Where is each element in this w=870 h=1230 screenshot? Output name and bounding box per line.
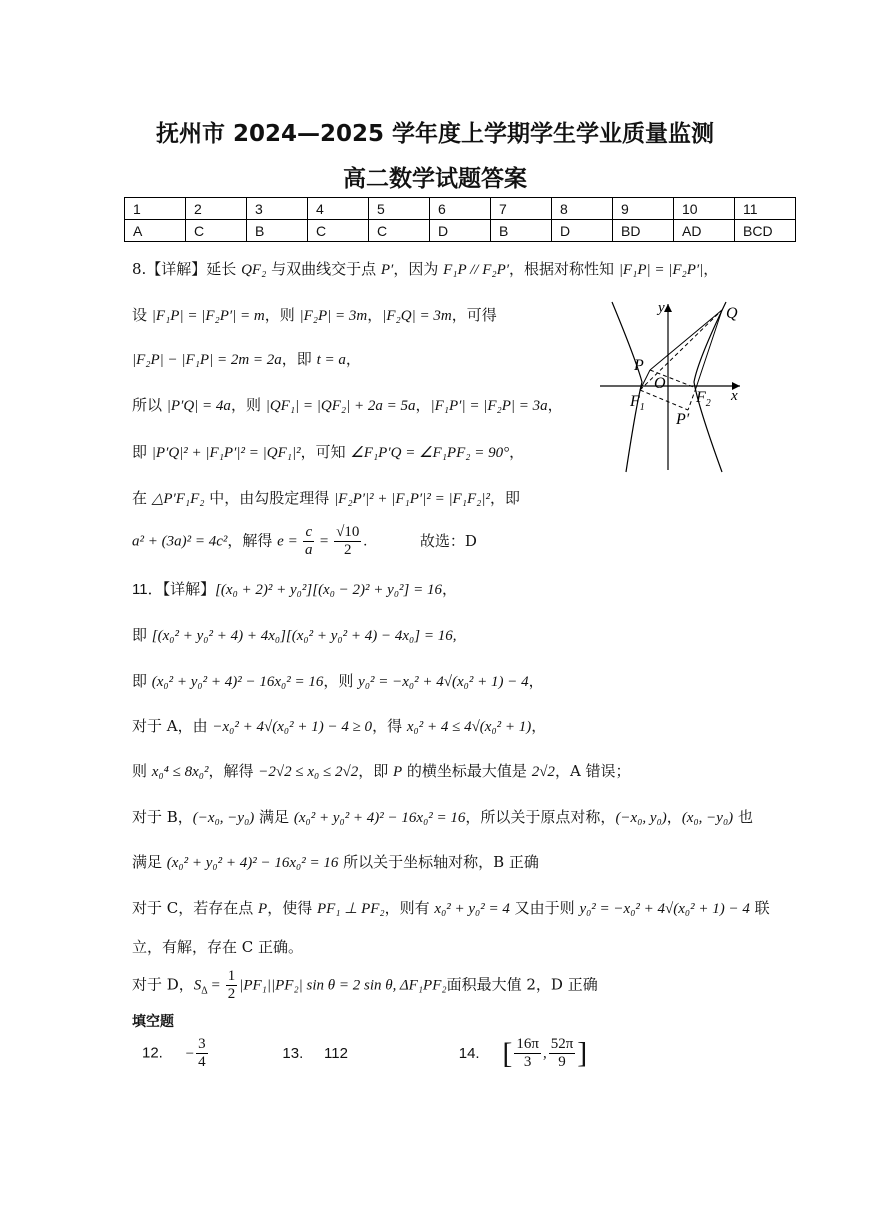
text: ，则 [323, 672, 359, 690]
numerator: 3 [198, 1036, 206, 1052]
q8-line-7 [132, 524, 477, 559]
math: QF₂ [241, 262, 267, 278]
q13-label: 13. [282, 1044, 304, 1062]
text: ，可得 [451, 306, 497, 324]
q11-line-7 [132, 851, 539, 872]
math: a² + (3a)² = 4c² [132, 533, 228, 550]
text: ， [666, 808, 682, 826]
answer-table-answers-row [125, 220, 796, 242]
numerator: c [305, 524, 313, 540]
text: 即 [132, 672, 152, 690]
table-cell: 11 [735, 198, 796, 220]
label-o: O [654, 375, 666, 392]
table-cell: B [247, 220, 308, 242]
q14-fraction-a [514, 1036, 541, 1071]
q11-line-10 [132, 968, 598, 1003]
math: (x₀, −y₀) [681, 810, 734, 826]
text: 与双曲线交于点 [266, 260, 381, 278]
text: ，则 [230, 396, 266, 414]
q12-sign: − [185, 1045, 195, 1062]
q8-choice: 故选：D [419, 531, 477, 550]
table-cell: 1 [125, 198, 186, 220]
math: |F₁P′| = |F₂P| = 3a [430, 398, 548, 414]
label-f1-letter: F [630, 393, 640, 410]
text: ， [531, 717, 547, 735]
table-cell: 5 [369, 198, 430, 220]
text: 的横坐标最大值是 [402, 762, 532, 780]
math: t = a [316, 352, 346, 368]
table-cell: D [430, 220, 491, 242]
text: ，使得 [267, 899, 317, 917]
label-y: y [658, 300, 665, 316]
text: ， [528, 672, 544, 690]
math: y₀² = −x₀² + 4√(x₀² + 1) − 4 [358, 674, 529, 690]
text: 对于 D， [132, 975, 194, 994]
math: = [207, 977, 224, 994]
label-q: Q [726, 305, 738, 322]
q12-label: 12. [142, 1044, 163, 1062]
table-cell: C [369, 220, 430, 242]
math: P [392, 764, 403, 780]
math: −2√2 ≤ x₀ ≤ 2√2 [258, 764, 359, 780]
fraction-root10-over-2 [334, 524, 361, 559]
label-f2-sub: 2 [705, 398, 711, 409]
numerator: 1 [227, 968, 236, 984]
math: |F₂P| = 3m [299, 308, 368, 324]
table-cell: B [491, 220, 552, 242]
text: 又由于则 [509, 899, 580, 917]
math: = [316, 533, 333, 550]
q13-value: 112 [324, 1044, 348, 1062]
table-cell: BCD [735, 220, 796, 242]
text: 联 [749, 899, 770, 917]
segment-f1pp [640, 390, 688, 410]
text: 所以关于坐标轴对称，B 正确 [338, 853, 539, 871]
math: |P′Q|² + |F₁P′|² = |QF₁|² [151, 445, 301, 461]
text: ， [415, 396, 431, 414]
table-cell: C [186, 220, 247, 242]
q8-line-1 [132, 258, 718, 279]
segment-f2q [696, 310, 722, 388]
math: e = [277, 533, 302, 550]
text: ， [345, 350, 361, 368]
text: ，A 错误； [554, 762, 631, 780]
math: |F₁P| = |F₂P′| = m [151, 308, 265, 324]
text: 对于 B， [132, 808, 193, 826]
numerator: √10 [336, 524, 360, 540]
text: ， [367, 306, 383, 324]
text: 即 [132, 626, 152, 644]
table-cell: A [125, 220, 186, 242]
fill-answers [142, 1036, 587, 1071]
text: ，则有 [384, 899, 435, 917]
text: ，即 [281, 350, 317, 368]
q11-line-4 [132, 715, 546, 736]
text: ，即 [358, 762, 393, 780]
table-cell: 7 [491, 198, 552, 220]
q14-close-bracket: ] [577, 1036, 588, 1070]
text: ，因为 [393, 260, 444, 278]
math: x₀⁴ ≤ 8x₀² [151, 764, 209, 780]
text: 在 [132, 489, 152, 507]
text: ，解得 [208, 762, 259, 780]
y-axis-arrow [664, 304, 672, 312]
math-sub: Δ [201, 985, 208, 997]
label-x: x [731, 388, 738, 404]
fill-heading: 填空题 [132, 1014, 174, 1030]
math: [(x₀² + y₀² + 4) + 4x₀][(x₀² + y₀² + 4) − 4x₀] = 16, [151, 628, 457, 644]
segment-f2pp [688, 388, 696, 410]
label-f2-letter: F [696, 389, 706, 406]
math: ∠F₁P′Q = ∠F₁PF₂ = 90° [350, 445, 510, 461]
math: |F₂Q| = 3m [382, 308, 452, 324]
q8-line-4 [132, 394, 563, 415]
q11-line-9: 立，有解，存在 C 正确。 [132, 938, 304, 956]
table-cell: 10 [674, 198, 735, 220]
math: (x₀² + y₀² + 4)² − 16x₀² = 16 [166, 855, 339, 871]
math: S [193, 977, 202, 994]
q11-line-8 [132, 897, 770, 918]
text: ， [703, 260, 719, 278]
q8-line-5 [132, 441, 524, 462]
q8-line-3 [132, 348, 361, 369]
text: ， [509, 443, 525, 461]
math: y₀² = −x₀² + 4√(x₀² + 1) − 4 [579, 901, 750, 917]
math: x₀² + 4 ≤ 4√(x₀² + 1) [406, 719, 532, 735]
math: |PF₁||PF₂| sin θ = 2 sin θ, ΔF₁PF₂ [239, 977, 447, 994]
right-branch [694, 302, 726, 472]
q14-open-bracket: [ [502, 1036, 513, 1070]
math: (−x₀, y₀) [615, 810, 667, 826]
table-cell: 2 [186, 198, 247, 220]
q11-line-5 [132, 760, 631, 781]
table-cell: 6 [430, 198, 491, 220]
math: 2√2 [531, 764, 555, 780]
fraction-one-half [226, 968, 238, 1003]
answer-table-numbers-row [125, 198, 796, 220]
math: P [258, 901, 268, 917]
text: 对于 C，若存在点 [132, 899, 259, 917]
math: |F₂P′|² + |F₁P′|² = |F₁F₂|² [334, 491, 490, 507]
numerator: 16π [516, 1036, 539, 1052]
q11-line-6 [132, 806, 753, 827]
math: |F₂P| − |F₁P| = 2m = 2a [132, 352, 282, 368]
label-f2 [695, 389, 711, 409]
page-subtitle: 高二数学试题答案 [343, 166, 527, 192]
math: PF₁ ⊥ PF₂ [316, 901, 385, 917]
text: ，则 [264, 306, 300, 324]
denominator: 3 [523, 1054, 532, 1070]
table-cell: 9 [613, 198, 674, 220]
table-cell: D [552, 220, 613, 242]
denominator: 4 [198, 1054, 206, 1070]
text: 面积最大值 2，D 正确 [446, 975, 598, 994]
text: 也 [733, 808, 753, 826]
numerator: 52π [550, 1036, 574, 1052]
text: ，得 [372, 717, 407, 735]
text: 所以 [132, 396, 167, 414]
text: ，即 [489, 489, 520, 507]
math: x₀² + y₀² = 4 [434, 901, 510, 917]
denominator: 9 [558, 1054, 566, 1070]
label-f1 [629, 393, 645, 413]
text: ，所以关于原点对称， [465, 808, 616, 826]
page-title: 抚州市 2024—2025 学年度上学期学生学业质量监测 [155, 121, 715, 147]
math: (x₀² + y₀² + 4)² − 16x₀² = 16 [151, 674, 324, 690]
text: 满足 [132, 853, 167, 871]
q8-line-2 [132, 304, 497, 325]
label-p: P [634, 357, 644, 374]
math: (x₀² + y₀² + 4)² − 16x₀² = 16 [293, 810, 466, 826]
denominator: 2 [227, 986, 236, 1002]
math: . [363, 533, 368, 550]
denominator: a [305, 542, 313, 558]
fraction-c-over-a [303, 524, 314, 559]
math: [(x₀ + 2)² + y₀²][(x₀ − 2)² + y₀²] = 16 [215, 582, 442, 598]
answer-table [124, 197, 796, 242]
math: (−x₀, −y₀) [192, 810, 255, 826]
q11-line-3 [132, 670, 544, 691]
text: ，解得 [227, 531, 278, 550]
math: P′ [380, 262, 394, 278]
table-cell: 4 [308, 198, 369, 220]
table-cell: 8 [552, 198, 613, 220]
text: ，可知 [300, 443, 351, 461]
q11-line-1 [132, 578, 457, 599]
table-cell: 3 [247, 198, 308, 220]
label-p-prime: P′ [676, 411, 690, 428]
table-cell: AD [674, 220, 735, 242]
q12-fraction [196, 1036, 208, 1071]
table-cell: C [308, 220, 369, 242]
math: |QF₁| = |QF₂| + 2a = 5a [265, 398, 416, 414]
text: 对于 A，由 [132, 717, 213, 735]
q11-line-2 [132, 624, 456, 645]
text: 8.【详解】延长 [132, 260, 242, 278]
math: −x₀² + 4√(x₀² + 1) − 4 ≥ 0 [212, 719, 373, 735]
math: △P′F₁F₂ [151, 491, 205, 507]
math: |F₁P| = |F₂P′| [618, 262, 704, 278]
text: 即 [132, 443, 152, 461]
text: 设 [132, 306, 152, 324]
text: 11．【详解】 [132, 581, 216, 598]
denominator: 2 [343, 542, 352, 558]
text: ，根据对称性知 [509, 260, 619, 278]
q14-label: 14. [458, 1044, 480, 1062]
math: F₁P // F₂P′ [443, 262, 510, 278]
math: |P′Q| = 4a [166, 398, 231, 414]
table-cell: BD [613, 220, 674, 242]
left-branch [612, 302, 642, 472]
text: ， [547, 396, 563, 414]
q14-fraction-b [549, 1036, 576, 1071]
hyperbola-figure [596, 296, 746, 474]
text: 中，由勾股定理得 [204, 489, 335, 507]
segment-pq [650, 310, 722, 370]
q8-line-6 [132, 487, 520, 508]
text: 满足 [254, 808, 294, 826]
text: 则 [132, 762, 152, 780]
segment-f1q [640, 310, 722, 390]
text: ， [442, 580, 458, 598]
label-f1-sub: 1 [639, 402, 645, 413]
q14-comma: , [542, 1045, 547, 1062]
